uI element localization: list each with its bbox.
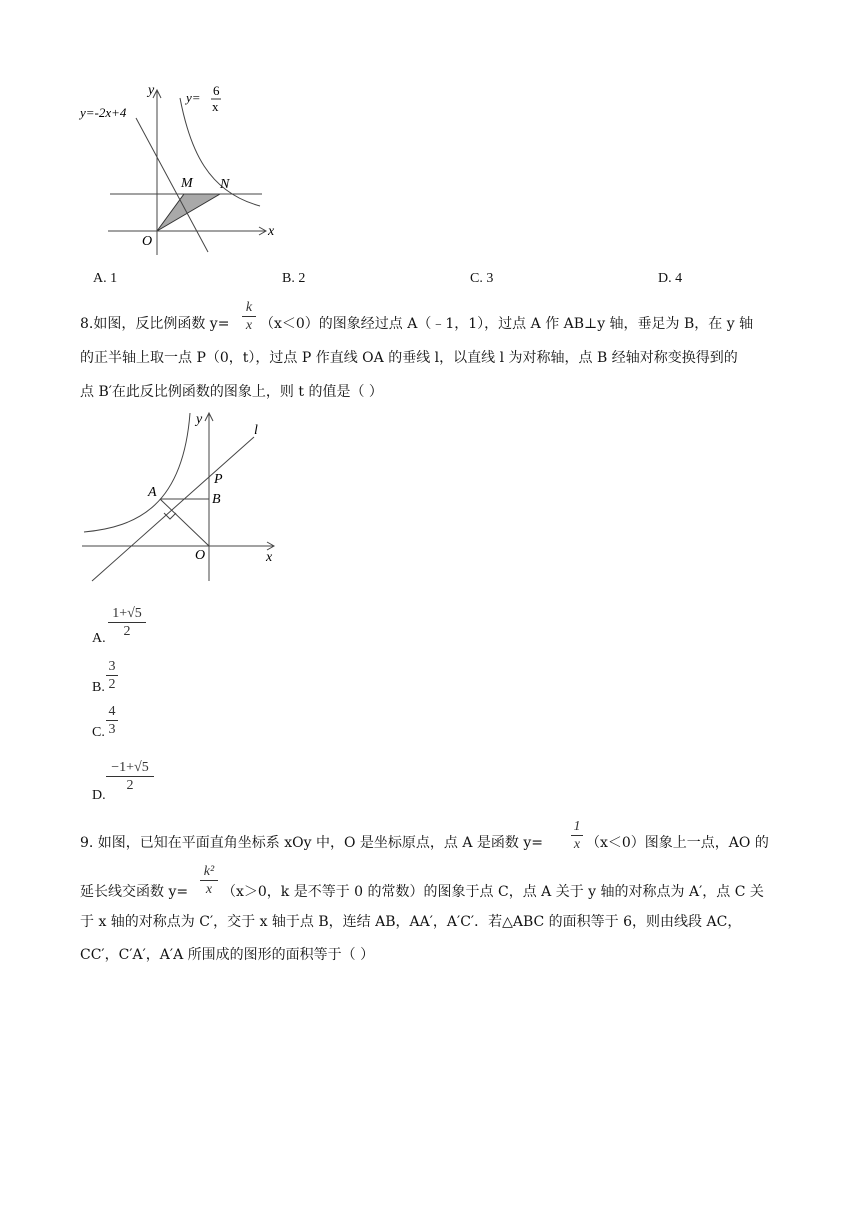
q7-option-c: C. 3 [470,271,494,286]
q7-point-n-label: N [220,177,230,192]
q8-option-b-frac [106,659,118,692]
q8-graph [78,405,283,590]
q8-option-a-num: 1+√5 [112,606,142,621]
q8-text-line2: 的正半轴上取一点 P（0，t），过点 P 作直线 OA 的垂线 l，以直线 l 为对称轴，点 B 经轴对称变换得到的 [80,350,738,366]
q9-fraction-1 [571,819,583,852]
q9-frac1-bar [571,835,583,836]
q9-frac1-num: 1 [573,819,581,834]
q8-text-line1-b: （x＜0）的图象经过点 A（﹣1，1），过点 A 作 AB⊥y 轴，垂足为 B，在 y 轴 [260,316,754,332]
q8-option-a-bar [108,622,146,623]
q7-line-label: y=-2x+4 [80,105,127,120]
q8-option-d-den: 2 [126,778,134,793]
q7-point-m-label: M [181,176,193,191]
q8-option-a-frac [108,606,146,639]
q8-option-c-num: 4 [108,704,116,719]
q8-option-c-frac [106,704,118,737]
q8-option-a-den: 2 [123,624,131,639]
q9-frac2-den: x [205,882,213,897]
q8-frac-den: x [245,318,253,333]
q8-point-a-label: A [148,485,157,500]
q7-option-d: D. 4 [658,271,683,286]
q8-option-c-den: 3 [108,722,116,737]
q9-frac2-num: k² [203,864,215,879]
q7-option-a: A. 1 [93,271,118,286]
q8-option-d-num: −1+√5 [111,760,149,775]
q7-y-label: y [148,83,155,98]
q8-text-line3: 点 B′在此反比例函数的图象上，则 t 的值是（ ） [80,384,383,400]
q7-x-label: x [268,224,275,239]
q7-option-b: B. 2 [282,271,306,286]
q8-line-l [92,437,254,581]
q8-option-d-bar [106,776,154,777]
q7-curve-label-num: 6 [213,83,220,98]
q8-option-b-den: 2 [108,677,116,692]
q9-text-line1-a: 9. 如图，已知在平面直角坐标系 xOy 中，O 是坐标原点，点 A 是函数 y= [80,835,544,851]
q9-text-line3: 于 x 轴的对称点为 C′，交于 x 轴于点 B，连结 AB，AA′，A′C′．若△ABC 的面积等于 6，则由线段 AC， [80,914,742,930]
q8-segment-ao [160,499,209,546]
q9-fraction-2 [200,864,218,897]
q8-option-b-num: 3 [108,659,116,674]
q8-option-a-letter: A. [92,631,106,646]
q8-frac-num: k [245,300,253,315]
q8-x-label: x [266,550,273,565]
q9-frac1-den: x [573,837,581,852]
q9-text-line2-b: （x＞0，k 是不等于 0 的常数）的图象于点 C，点 A 关于 y 轴的对称点为 A′，点 C 关 [222,884,764,900]
q7-line [136,118,208,252]
q8-frac-bar [242,316,256,317]
q7-graph [78,80,278,265]
q9-text-line2-a: 延长线交函数 y= [80,884,189,900]
q8-text-line1-a: 8.如图，反比例函数 y= [80,316,230,332]
q8-hyperbola [84,413,190,532]
q7-curve-label-prefix: y= [186,90,201,105]
q9-frac2-bar [200,880,218,881]
q8-point-b-label: B [212,492,221,507]
q8-option-c-letter: C. [92,725,105,740]
q8-line-l-label: l [254,423,258,438]
q8-option-d-frac [106,760,154,793]
q8-y-label: y [196,412,203,427]
q8-origin-label: O [195,548,206,563]
q8-option-c-bar [106,720,118,721]
q8-option-b-letter: B. [92,680,105,695]
q8-option-d-letter: D. [92,788,106,803]
q8-option-b-bar [106,675,118,676]
q9-text-line1-b: （x＜0）图象上一点，AO 的 [586,835,769,851]
q9-text-line4: CC′，C′A′，A′A 所围成的图形的面积等于（ ） [80,947,375,963]
q8-point-p-label: P [214,472,223,487]
q7-shaded-triangle [157,194,220,231]
q8-fraction [242,300,256,333]
q7-origin-label: O [142,234,153,249]
q7-curve-label-den: x [212,99,219,114]
